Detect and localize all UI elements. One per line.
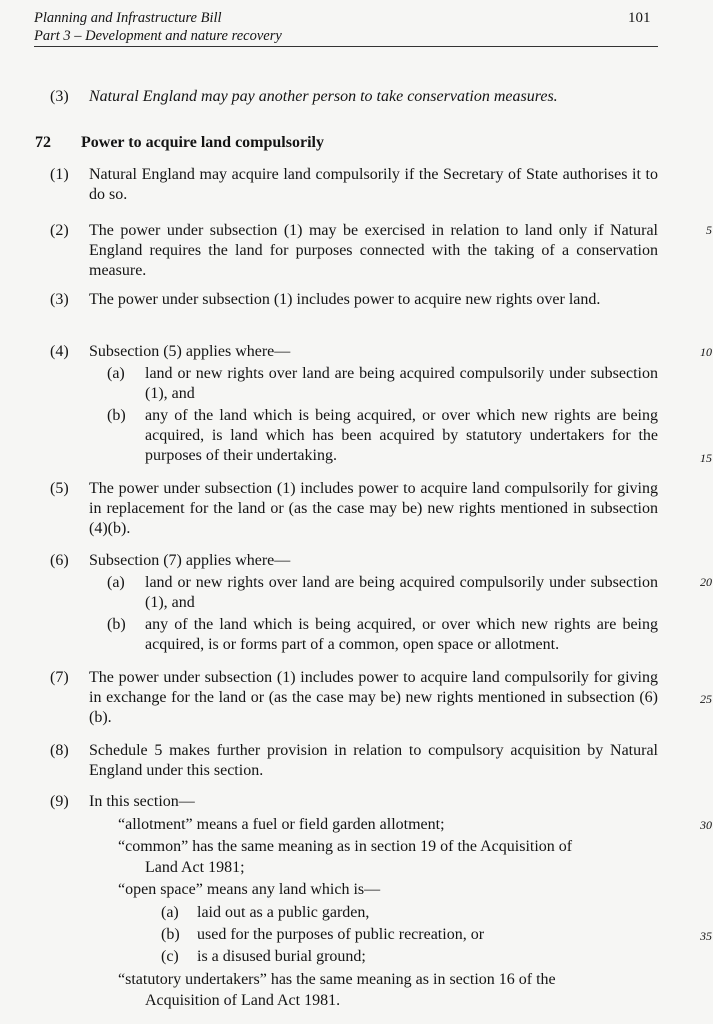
margin-line-number: 10 xyxy=(700,345,712,359)
open-space-a-text: laid out as a public garden, xyxy=(197,904,370,921)
subsection-9-text: In this section— xyxy=(89,793,195,810)
open-space-b-text: used for the purposes of public recreation, or xyxy=(197,926,485,943)
open-space-a-number: (a) xyxy=(161,904,179,921)
subsection-4-number: (4) xyxy=(50,343,69,360)
subsection-3-number: (3) xyxy=(50,291,69,308)
subsection-6b-number: (b) xyxy=(107,616,126,633)
section-title: Power to acquire land compulsorily xyxy=(81,134,324,151)
section-number: 72 xyxy=(35,134,51,151)
header-rule xyxy=(34,46,658,47)
definition-open-space: “open space” means any land which is— xyxy=(118,881,381,898)
subsection-3-text: The power under subsection (1) includes power to acquire new rights over land. xyxy=(89,291,601,308)
subsection-7-number: (7) xyxy=(50,669,69,686)
subsection-2-number: (2) xyxy=(50,222,69,239)
subsection-6a-number: (a) xyxy=(107,574,125,591)
subsection-4a-number: (a) xyxy=(107,365,125,382)
subsection-6a-text: land or new rights over land are being acquired compulsorily under subsection (1), and xyxy=(145,574,658,611)
subsection-4b-text: any of the land which is being acquired, or over which new rights are being acquired, is land which has been acquired by statutory undertakers for the purposes of their undertaking. xyxy=(145,407,658,464)
definition-common-continued: Land Act 1981; xyxy=(145,859,245,876)
bill-title: Planning and Infrastructure Bill xyxy=(34,10,222,26)
open-space-c-number: (c) xyxy=(161,948,179,965)
subsection-2-text: The power under subsection (1) may be exercised in relation to land only if Natural England requires the land for purposes connected with the taking of a conservation measure. xyxy=(89,222,658,279)
margin-line-number: 15 xyxy=(700,451,712,465)
margin-line-number: 35 xyxy=(700,929,712,943)
subsection-6-text: Subsection (7) applies where— xyxy=(89,552,291,569)
subsection-8-text: Schedule 5 makes further provision in relation to compulsory acquisition by Natural England under this section. xyxy=(89,742,658,779)
subsection-5-text: The power under subsection (1) includes power to acquire land compulsorily for giving in replacement for the land or (as the case may be) new rights mentioned in subsection (4)(b). xyxy=(89,480,658,537)
prior-subsection-text: Natural England may pay another person to take conservation measures. xyxy=(89,88,558,105)
subsection-4-text: Subsection (5) applies where— xyxy=(89,343,291,360)
prior-subsection-number: (3) xyxy=(50,88,69,105)
margin-line-number: 5 xyxy=(706,223,712,237)
subsection-7-text: The power under subsection (1) includes power to acquire land compulsorily for giving in exchange for the land or (as the case may be) new rights mentioned in subsection (6)(b). xyxy=(89,669,658,726)
subsection-5-number: (5) xyxy=(50,480,69,497)
definition-allotment: “allotment” means a fuel or field garden allotment; xyxy=(118,816,445,833)
page-number: 101 xyxy=(628,10,651,26)
definition-statutory-undertakers-continued: Acquisition of Land Act 1981. xyxy=(145,992,341,1009)
margin-line-number: 30 xyxy=(700,818,712,832)
margin-line-number: 25 xyxy=(700,692,712,706)
subsection-9-number: (9) xyxy=(50,793,69,810)
open-space-c-text: is a disused burial ground; xyxy=(197,948,366,965)
definition-common: “common” has the same meaning as in section 19 of the Acquisition of xyxy=(118,838,573,855)
subsection-6b-text: any of the land which is being acquired, or over which new rights are being acquired, is or forms part of a common, open space or allotment. xyxy=(145,616,658,653)
definition-statutory-undertakers: “statutory undertakers” has the same meaning as in section 16 of the xyxy=(118,971,556,988)
subsection-1-number: (1) xyxy=(50,166,69,183)
subsection-1-text: Natural England may acquire land compulsorily if the Secretary of State authorises it to do so. xyxy=(89,166,658,203)
subsection-6-number: (6) xyxy=(50,552,69,569)
subsection-4b-number: (b) xyxy=(107,407,126,424)
subsection-8-number: (8) xyxy=(50,742,69,759)
margin-line-number: 20 xyxy=(700,575,712,589)
part-title: Part 3 – Development and nature recovery xyxy=(34,28,282,44)
subsection-4a-text: land or new rights over land are being acquired compulsorily under subsection (1), and xyxy=(145,365,658,402)
open-space-b-number: (b) xyxy=(161,926,180,943)
